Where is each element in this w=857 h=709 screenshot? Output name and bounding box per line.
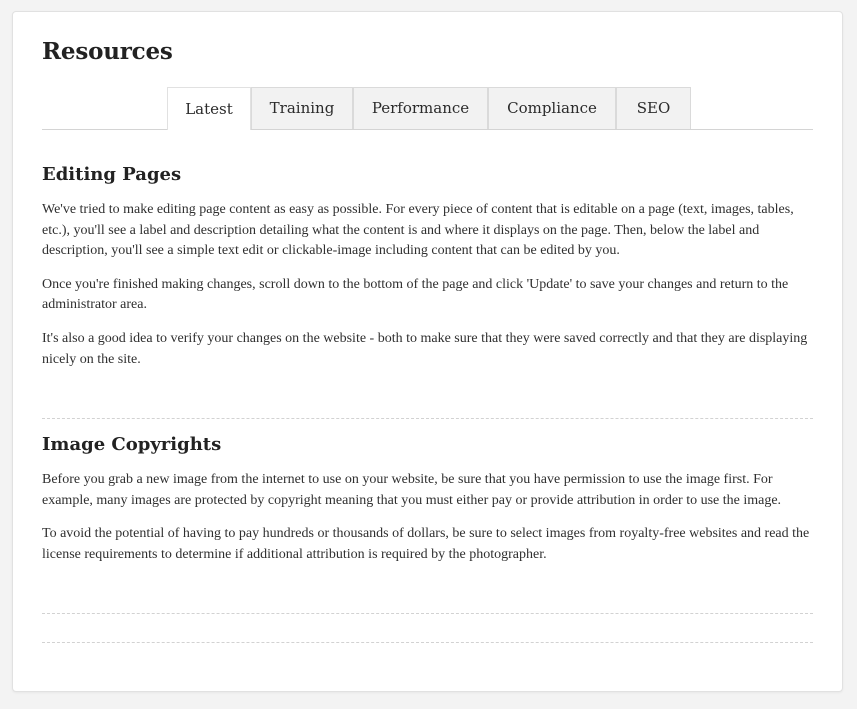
- section-paragraph: We've tried to make editing page content as easy as possible. For every piece of content that is editable on a page (text, images, tables, etc.), you'll see a label and description detailing what the content is and where it displays on the page. Then, below the label and description, you'll see a simple text edit or clickable-image including content that can be edited by you.: [42, 202, 794, 259]
- section-divider: [42, 642, 813, 643]
- resources-card: [12, 11, 843, 692]
- tab-compliance[interactable]: Compliance: [488, 87, 616, 129]
- section-paragraph: To avoid the potential of having to pay hundreds or thousands of dollars, be sure to select images from royalty-free websites and read the license requirements to determine if additional attribution is required by the photographer.: [42, 526, 810, 562]
- section-heading: Editing Pages: [42, 164, 182, 185]
- section-paragraph: Before you grab a new image from the internet to use on your website, be sure that you have permission to use the image first. For example, many images are protected by copyright meaning that you must either pay or provide attribution in order to use the image.: [42, 472, 782, 508]
- section-editing-pages: [42, 164, 813, 370]
- section-paragraph: Once you're finished making changes, scroll down to the bottom of the page and click 'Update' to save your changes and return to the administrator area.: [42, 276, 789, 313]
- tab-latest[interactable]: Latest: [167, 87, 251, 130]
- section-divider: [42, 613, 813, 614]
- section-image-copyrights: [42, 434, 813, 565]
- tab-performance[interactable]: Performance: [353, 87, 488, 129]
- section-paragraph: It's also a good idea to verify your changes on the website - both to make sure that they were saved correctly and that they are displaying nicely on the site.: [42, 330, 808, 367]
- page-title: Resources: [42, 38, 173, 65]
- tab-seo[interactable]: SEO: [616, 87, 691, 129]
- tab-bar: [42, 87, 813, 130]
- section-divider: [42, 418, 813, 419]
- section-heading: Image Copyrights: [42, 434, 222, 455]
- tab-training[interactable]: Training: [251, 87, 353, 129]
